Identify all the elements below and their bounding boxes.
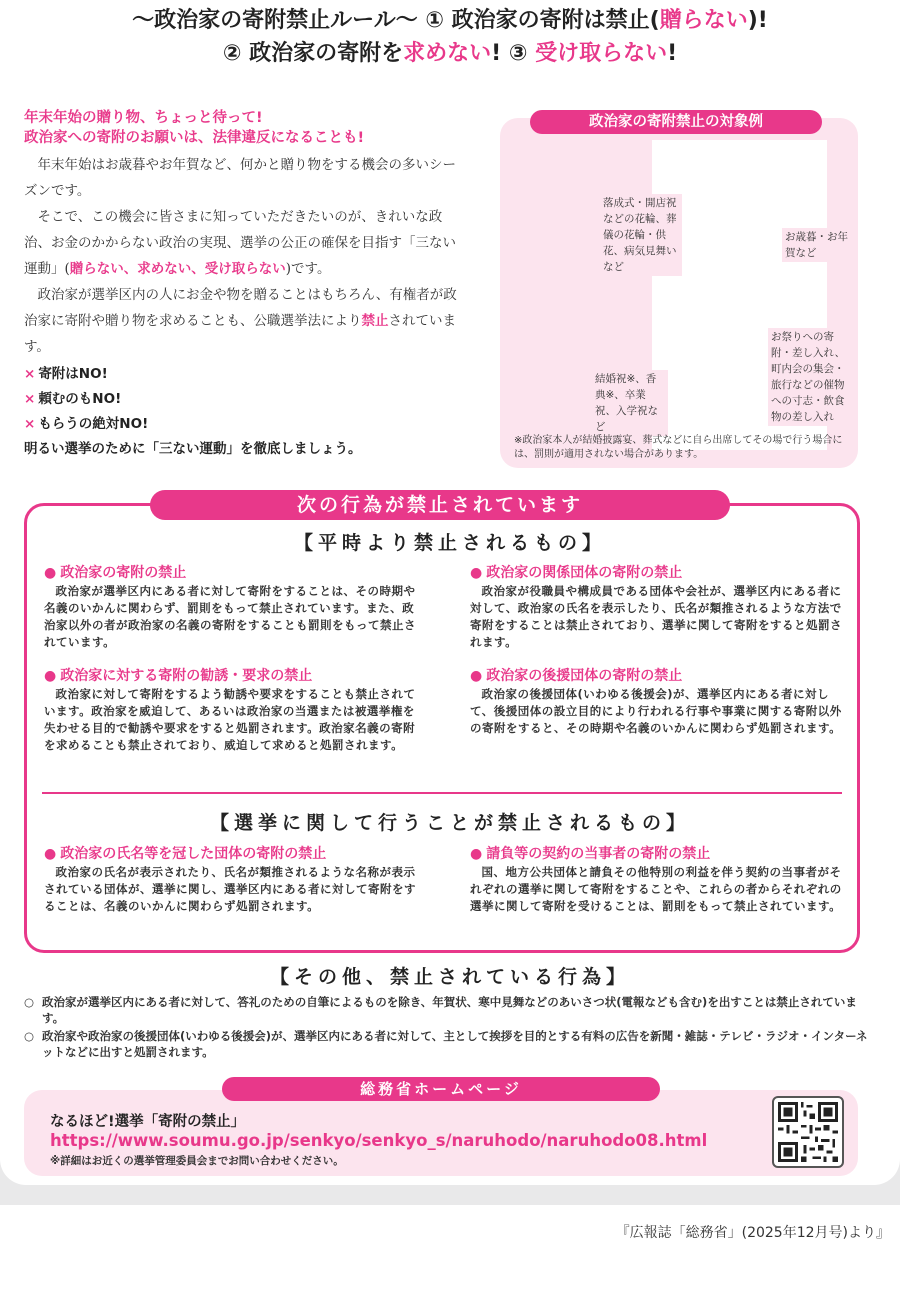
- ministry-banner: 総務省ホームページ: [222, 1077, 660, 1101]
- section-title-election: 【選挙に関して行うことが禁止されるもの】: [209, 812, 690, 834]
- no-item-label: 頼むのもNO!: [38, 391, 122, 407]
- bullet-dot-icon: ●: [470, 668, 483, 684]
- bullet-dot-icon: ●: [470, 846, 483, 862]
- examples-panel: [500, 114, 858, 468]
- intro-heading-1: 年末年始の贈り物、ちょっと待って!: [24, 110, 263, 126]
- prohibited-item: [470, 563, 842, 651]
- intro-section: [24, 108, 464, 461]
- item-body: 政治家が選挙区内にある者に対して寄附をすることは、その時期や名義のいかんに関わらず、罰則をもって禁止されています。また、政治家以外の者が政治家の名義の寄附をすることも罰則をもって禁止されています。: [44, 584, 416, 649]
- title-2-pink: 求めない: [403, 41, 492, 66]
- item-heading-text: 政治家の後援団体の寄附の禁止: [486, 668, 683, 684]
- bullet-dot-icon: ●: [44, 565, 57, 581]
- no-item-label: 寄附はNO!: [38, 366, 108, 382]
- item-body: 政治家に対して寄附をするよう勧誘や要求をすることも禁止されています。政治家を威迫して、あるいは政治家の当選または被選挙権を失わせる目的で勧誘や要求をすると処罰されます。政治家名義の寄附を求めることも禁止されており、威迫して求めると処罰されます。: [44, 687, 416, 752]
- prohibited-item: [44, 563, 416, 651]
- x-mark-icon: ×: [24, 416, 36, 432]
- item-heading: [44, 563, 416, 583]
- item-heading-text: 政治家の寄附の禁止: [60, 565, 187, 581]
- others-item-text: 政治家が選挙区内にある者に対して、答礼のための自筆によるものを除き、年賀状、寒中見舞などのあいさつ状(電報なども含む)を出すことは禁止されています。: [42, 995, 857, 1025]
- item-heading-text: 政治家に対する寄附の勧誘・要求の禁止: [60, 668, 313, 684]
- item-body: 政治家の氏名が表示されたり、氏名が類推されるような名称が表示されている団体が、選挙に関し、選挙区内にある者に対して寄附をすることは、名義のいかんに関わらず処罰されます。: [44, 865, 416, 913]
- examples-note: ※政治家本人が結婚披露宴、葬式などに自ら出席してその場で行う場合には、罰則が適用されない場合があります。: [514, 435, 843, 460]
- others-item: [24, 994, 874, 1026]
- intro-p3-b: されています。: [24, 313, 456, 355]
- x-mark-icon: ×: [24, 391, 36, 407]
- intro-closing: 明るい選挙のために「三ない運動」を徹底しましょう。: [24, 441, 362, 457]
- prohibited-item: [470, 844, 842, 915]
- intro-heading: [24, 108, 464, 148]
- title-2b: ! ③: [491, 41, 536, 66]
- item-heading: [44, 666, 416, 686]
- section-title-normal: 【平時より禁止されるもの】: [293, 532, 606, 554]
- qr-code-icon[interactable]: [772, 1096, 844, 1168]
- item-heading: [470, 563, 842, 583]
- item-heading: [470, 844, 842, 864]
- no-list: [24, 362, 464, 437]
- prohibited-item: [44, 844, 416, 915]
- intro-heading-2: 政治家への寄附のお願いは、法律違反になることも!: [24, 130, 365, 146]
- no-item-label: もらうの絶対NO!: [38, 416, 149, 432]
- section-divider: [42, 792, 842, 794]
- title-2a: ② 政治家の寄附を: [222, 41, 404, 66]
- title-1b: )!: [747, 8, 768, 33]
- item-heading-text: 政治家の関係団体の寄附の禁止: [486, 565, 683, 581]
- example-flowers: 落成式・開店祝などの花輪、葬儀の花輪・供花、病気見舞いなど: [600, 194, 682, 276]
- source-credit: 『広報誌「総務省」(2025年12月号)より』: [615, 1225, 890, 1241]
- item-heading: [44, 844, 416, 864]
- examples-title: 政治家の寄附禁止の対象例: [530, 110, 822, 134]
- title-2c: !: [667, 41, 678, 66]
- no-item: [24, 362, 464, 387]
- prohibited-item: [44, 666, 416, 754]
- page-title: [0, 4, 900, 70]
- intro-p3-a: 政治家が選挙区内の人にお金や物を贈ることはもちろん、有権者が政治家に寄附や贈り物を求めることも、公職選挙法により: [24, 287, 457, 329]
- intro-paragraph-2: [24, 204, 464, 282]
- intro-p2-a: そこで、この機会に皆さまに知っていただきたいのが、きれいな政治、お金のかからない政治の実現、選挙の公正の確保を目指す「三ない運動」(: [24, 209, 456, 277]
- prohibited-item: [470, 666, 842, 737]
- intro-paragraph-3: [24, 282, 464, 360]
- intro-p2-pink: 贈らない、求めない、受け取らない: [69, 261, 286, 277]
- item-heading-text: 請負等の契約の当事者の寄附の禁止: [486, 846, 711, 862]
- circle-icon: ○: [24, 995, 35, 1009]
- example-oseibo: お歳暮・お年賀など: [782, 228, 856, 262]
- circle-icon: ○: [24, 1029, 35, 1043]
- item-heading: [470, 666, 842, 686]
- no-item: [24, 387, 464, 412]
- item-body: 国、地方公共団体と請負その他特別の利益を伴う契約の当事者がそれぞれの選挙に関して寄附をすることや、これらの者からそれぞれの選挙に関して寄附を受けることは、罰則をもって禁止されています。: [470, 865, 842, 913]
- no-item: [24, 412, 464, 437]
- intro-paragraph-1: 年末年始はお歳暮やお年賀など、何かと贈り物をする機会の多いシーズンです。: [24, 157, 456, 199]
- intro-body: [24, 152, 464, 360]
- bullet-dot-icon: ●: [470, 565, 483, 581]
- item-body: 政治家の後援団体(いわゆる後援会)が、選挙区内にある者に対して、後援団体の設立目的により行われる行事や事業に関する寄附以外の寄附をすると、その時期や名義のいかんに関わらず処罰されます。: [470, 687, 842, 735]
- bullet-dot-icon: ●: [44, 668, 57, 684]
- others-title: 【その他、禁止されている行為】: [269, 966, 630, 988]
- others-list: [24, 994, 874, 1062]
- ministry-page-title: なるほど!選挙「寄附の禁止」: [50, 1114, 246, 1130]
- bullet-dot-icon: ●: [44, 846, 57, 862]
- others-item-text: 政治家や政治家の後援団体(いわゆる後援会)が、選挙区内にある者に対して、主として挨拶を目的とする有料の広告を新聞・雑誌・テレビ・ラジオ・インターネットなどに出すと処罰されます。: [42, 1029, 868, 1059]
- title-1a: 〜政治家の寄附禁止ルール〜 ① 政治家の寄附は禁止(: [132, 8, 660, 33]
- x-mark-icon: ×: [24, 366, 36, 382]
- intro-p2-b: )です。: [285, 261, 331, 277]
- intro-p3-pink: 禁止: [361, 313, 389, 329]
- example-festival: お祭りへの寄附・差し入れ、町内会の集会・旅行などの催物への寸志・飲食物の差し入れ: [768, 328, 854, 426]
- title-1-pink: 贈らない: [659, 8, 748, 33]
- title-line-2: [0, 37, 900, 70]
- item-heading-text: 政治家の氏名等を冠した団体の寄附の禁止: [60, 846, 327, 862]
- title-line-1: [0, 4, 900, 37]
- item-body: 政治家が役職員や構成員である団体や会社が、選挙区内にある者に対して、政治家の氏名を表示したり、氏名が類推されるような方法で寄附をすることは禁止されており、選挙に関して寄附をすると処罰されます。: [470, 584, 842, 649]
- ministry-note: ※詳細はお近くの選挙管理委員会までお問い合わせください。: [50, 1155, 344, 1167]
- example-wedding: 結婚祝※、香典※、卒業祝、入学祝など: [592, 370, 668, 436]
- ministry-url-link[interactable]: https://www.soumu.go.jp/senkyo/senkyo_s/naruhodo/naruhodo08.html: [50, 1131, 708, 1150]
- title-2-pink2: 受け取らない: [535, 41, 668, 66]
- others-item: [24, 1028, 874, 1060]
- prohibited-banner: 次の行為が禁止されています: [150, 490, 730, 520]
